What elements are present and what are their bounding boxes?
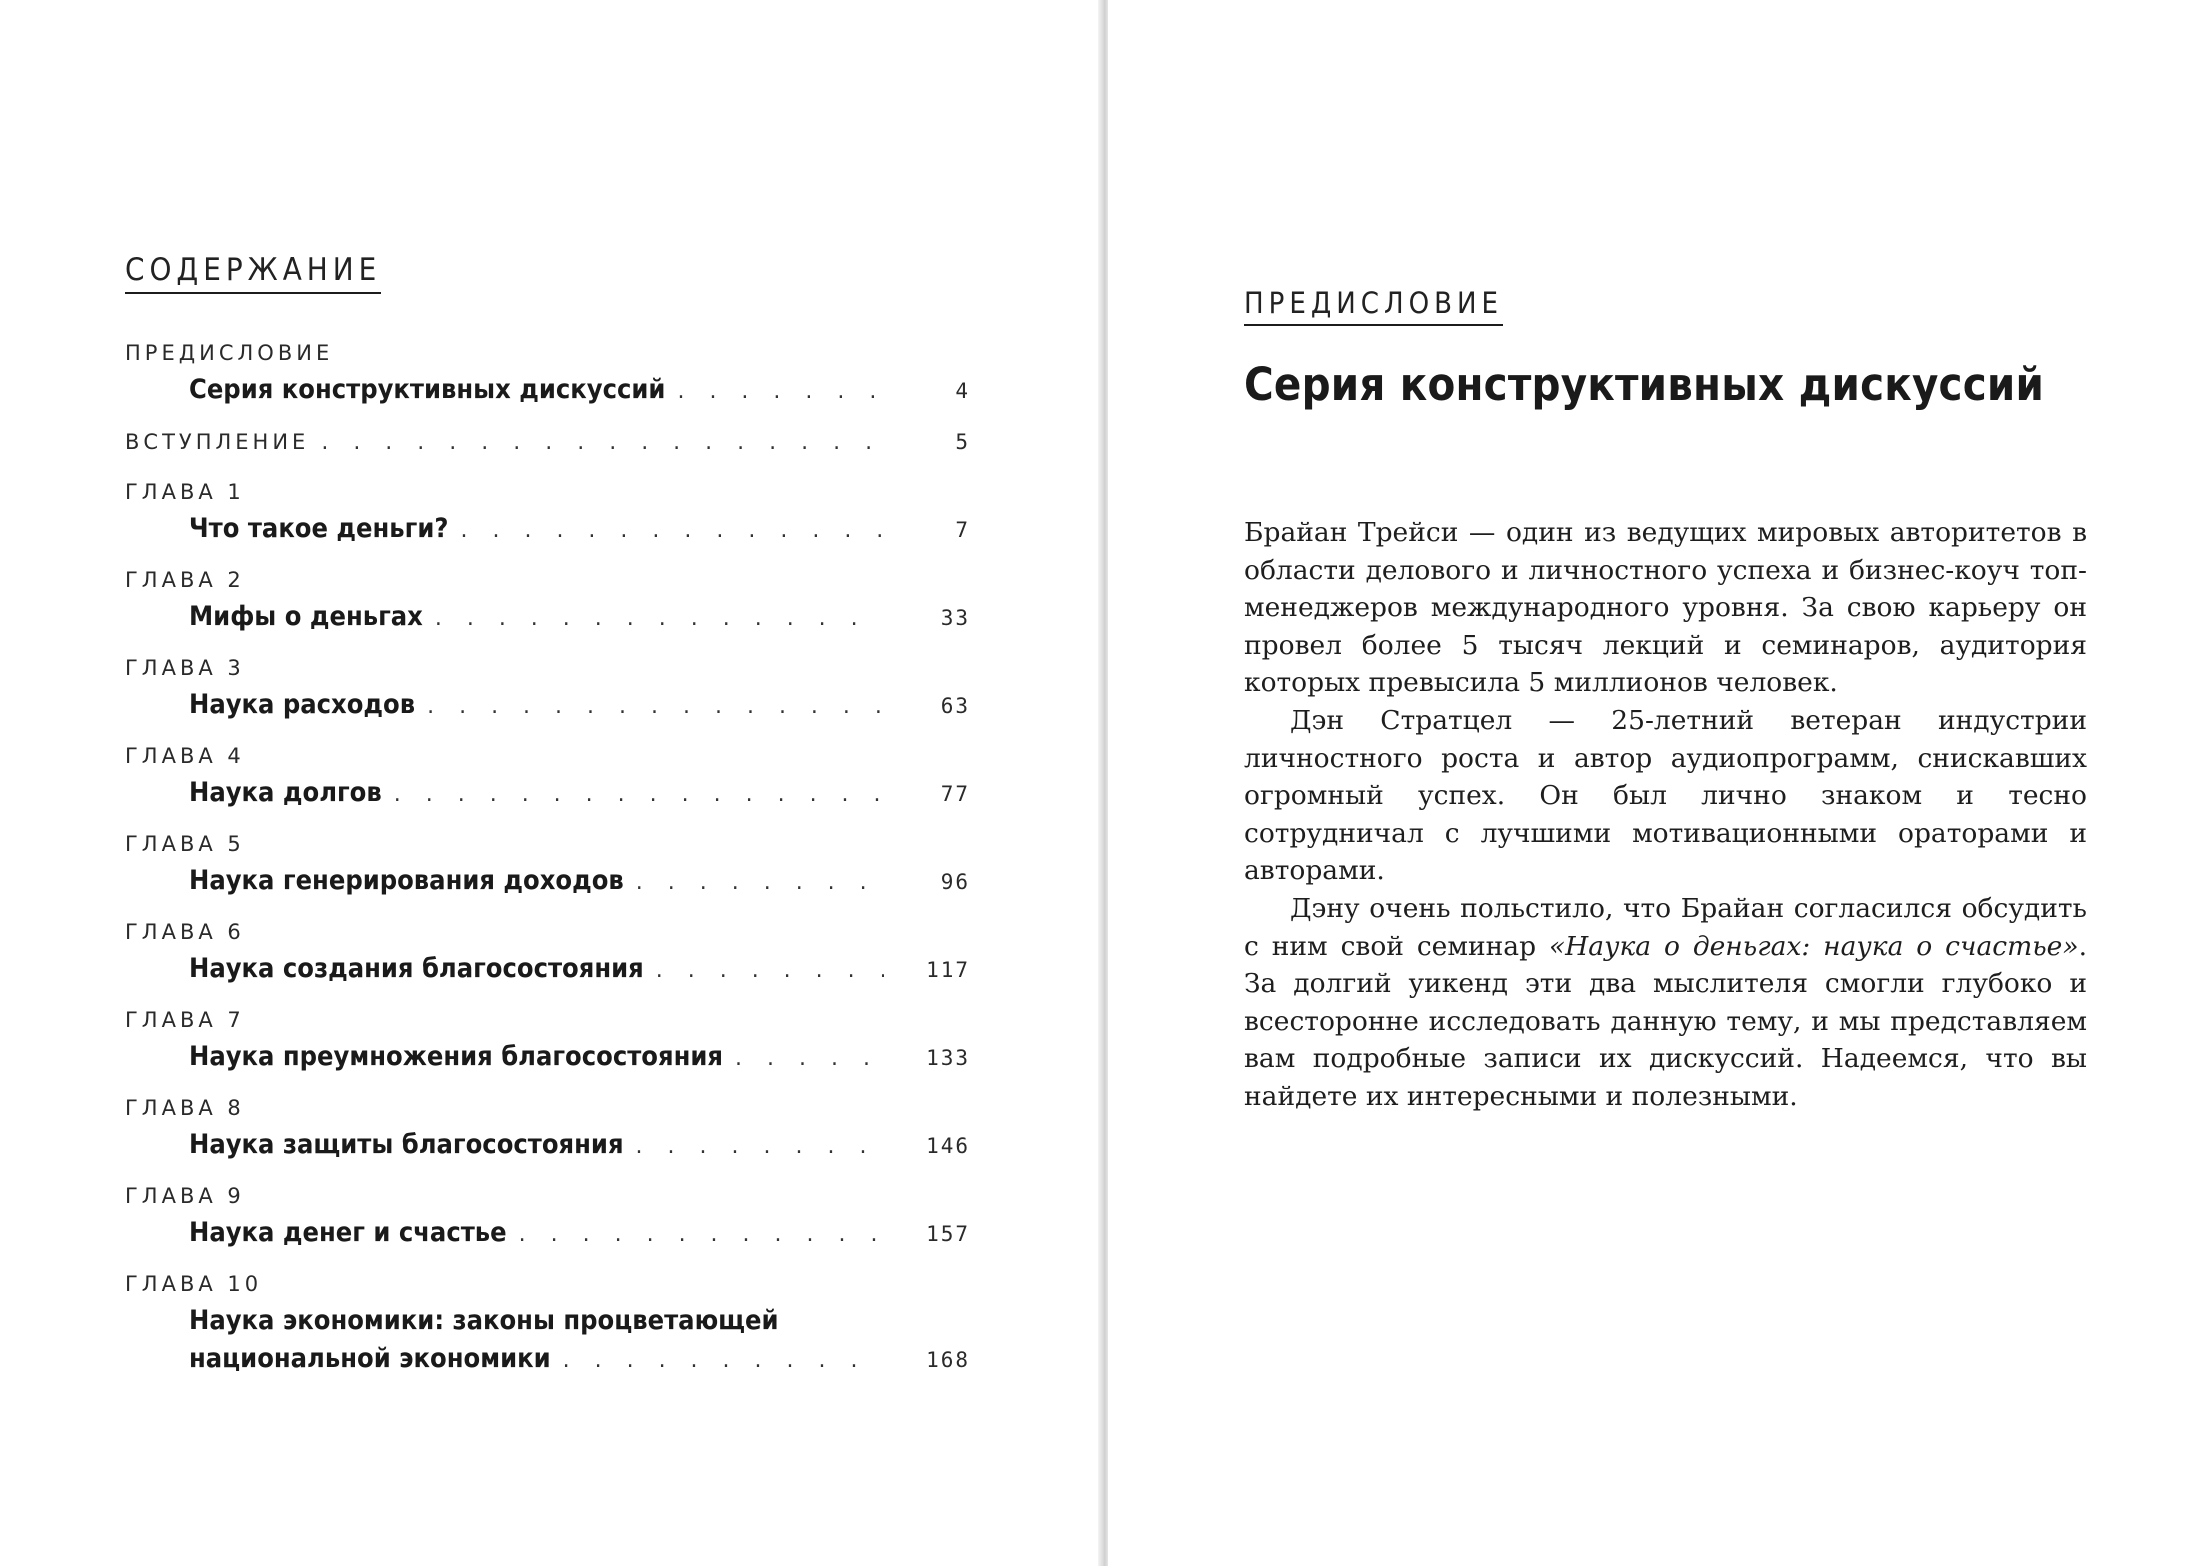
toc-entry-chapter-8[interactable] <box>125 1126 970 1166</box>
toc-page-number: 4 <box>955 379 970 403</box>
paragraph-text: . За долгий уикенд эти два мыслителя смогли глубоко и всесторонне исследовать данную тему, и мы представляем вам подробные записи их дискуссий. Надеемся, что вы найдете их интересными и полезными. <box>1244 930 2087 1112</box>
toc-page-number: 7 <box>955 518 970 542</box>
toc-chapter-block <box>125 826 970 902</box>
chapter-label: ГЛАВА 10 <box>125 1272 263 1296</box>
toc-entry-title: Наука долгов <box>189 777 382 808</box>
toc-entry-chapter-5[interactable] <box>125 862 970 902</box>
chapter-label: ГЛАВА 7 <box>125 1008 245 1032</box>
toc-page-number: 117 <box>926 958 970 982</box>
toc-chapter-block <box>125 1002 970 1078</box>
toc-page-number: 168 <box>926 1348 970 1372</box>
toc-entry-chapter-9[interactable] <box>125 1214 970 1254</box>
chapter-label: ГЛАВА 5 <box>125 832 245 856</box>
toc-page-number: 133 <box>926 1046 970 1070</box>
dot-leader <box>394 776 884 814</box>
preface-paragraph-2: Дэн Стратцел — 25-летний ветеран индустрии личностного роста и автор аудиопрограмм, снискавших огромный успех. Он был лично знаком и тесно сотрудничал с лучшими мотивационными ораторами и авторами. <box>1244 704 2087 887</box>
toc-entry-chapter-3[interactable] <box>125 686 970 726</box>
toc-entry-preface[interactable] <box>125 371 970 411</box>
toc-page-number: 146 <box>926 1134 970 1158</box>
preface-label: ПРЕДИСЛОВИЕ <box>1244 286 1503 326</box>
toc-chapter-block <box>125 1266 970 1380</box>
toc-preface-label: ПРЕДИСЛОВИЕ <box>125 341 334 365</box>
toc-entry-chapter-10[interactable] <box>125 1340 970 1380</box>
toc-entry-title: Наука создания благосостояния <box>189 953 644 984</box>
toc-chapter-block <box>125 914 970 990</box>
chapter-label: ГЛАВА 2 <box>125 568 245 592</box>
toc-page-number: 96 <box>940 870 970 894</box>
dot-leader <box>735 1040 884 1078</box>
table-of-contents <box>125 335 970 1392</box>
chapter-label: ГЛАВА 1 <box>125 480 245 504</box>
toc-entry-title: Наука преумножения благосостояния <box>189 1041 723 1072</box>
toc-entry-chapter-7[interactable] <box>125 1038 970 1078</box>
dot-leader <box>321 424 884 462</box>
toc-entry-title: Наука генерирования доходов <box>189 865 624 896</box>
dot-leader <box>636 864 884 902</box>
toc-chapter-block <box>125 650 970 726</box>
toc-entry-title: Серия конструктивных дискуссий <box>189 374 666 405</box>
preface-body <box>1244 514 2087 1116</box>
toc-entry-title: ВСТУПЛЕНИЕ <box>125 430 310 454</box>
right-page <box>1108 0 2205 1566</box>
toc-page-number: 63 <box>940 694 970 718</box>
toc-entry-chapter-4[interactable] <box>125 774 970 814</box>
toc-entry-chapter-1[interactable] <box>125 510 970 550</box>
toc-chapter-block <box>125 1178 970 1254</box>
chapter-label: ГЛАВА 4 <box>125 744 245 768</box>
paragraph-text: Дэну очень польстило, что Брайан согласился обсудить с ним свой семинар <box>1244 892 2087 962</box>
chapter-label: ГЛАВА 8 <box>125 1096 245 1120</box>
toc-preface-block <box>125 335 970 411</box>
toc-chapter-block <box>125 738 970 814</box>
toc-page-number: 157 <box>926 1222 970 1246</box>
left-page <box>0 0 1100 1566</box>
preface-paragraph-3 <box>1244 890 2087 1116</box>
preface-title: Серия конструктивных дискуссий <box>1244 358 2045 411</box>
dot-leader <box>519 1216 884 1254</box>
dot-leader <box>435 600 884 638</box>
toc-entry-title: Наука защиты благосостояния <box>189 1129 624 1160</box>
toc-entry-title: Мифы о деньгах <box>189 601 423 632</box>
chapter-label: ГЛАВА 6 <box>125 920 245 944</box>
dot-leader <box>677 373 884 411</box>
toc-page-number: 33 <box>940 606 970 630</box>
dot-leader <box>563 1342 884 1380</box>
toc-chapter-block <box>125 1090 970 1166</box>
toc-entry-title: Что такое деньги? <box>189 513 449 544</box>
toc-entry-intro[interactable] <box>125 423 970 462</box>
dot-leader <box>656 952 884 990</box>
toc-entry-title-line2: национальной экономики <box>189 1343 551 1374</box>
toc-page-number: 5 <box>955 430 970 454</box>
toc-chapter-block <box>125 562 970 638</box>
toc-page-number: 77 <box>940 782 970 806</box>
dot-leader <box>460 512 884 550</box>
dot-leader <box>636 1128 884 1166</box>
chapter-label: ГЛАВА 9 <box>125 1184 245 1208</box>
toc-entry-chapter-6[interactable] <box>125 950 970 990</box>
seminar-title: «Наука о деньгах: наука о счастье» <box>1548 930 2079 962</box>
preface-paragraph-1: Брайан Трейси — один из ведущих мировых авторитетов в области делового и личностного успеха и бизнес-коуч топ-менеджеров международного уровня. За свою карьеру он провел более 5 тысяч лекций и семинаров, аудитория которых превысила 5 миллионов человек. <box>1244 517 2087 699</box>
toc-heading: СОДЕРЖАНИЕ <box>125 252 381 294</box>
toc-entry-title: Наука денег и счастье <box>189 1217 507 1248</box>
toc-entry-title: Наука расходов <box>189 689 416 720</box>
toc-entry-title-line1[interactable]: Наука экономики: законы процветающей <box>189 1305 779 1336</box>
toc-intro-block <box>125 423 970 462</box>
toc-chapter-block <box>125 474 970 550</box>
dot-leader <box>427 688 884 726</box>
chapter-label: ГЛАВА 3 <box>125 656 245 680</box>
toc-entry-chapter-2[interactable] <box>125 598 970 638</box>
